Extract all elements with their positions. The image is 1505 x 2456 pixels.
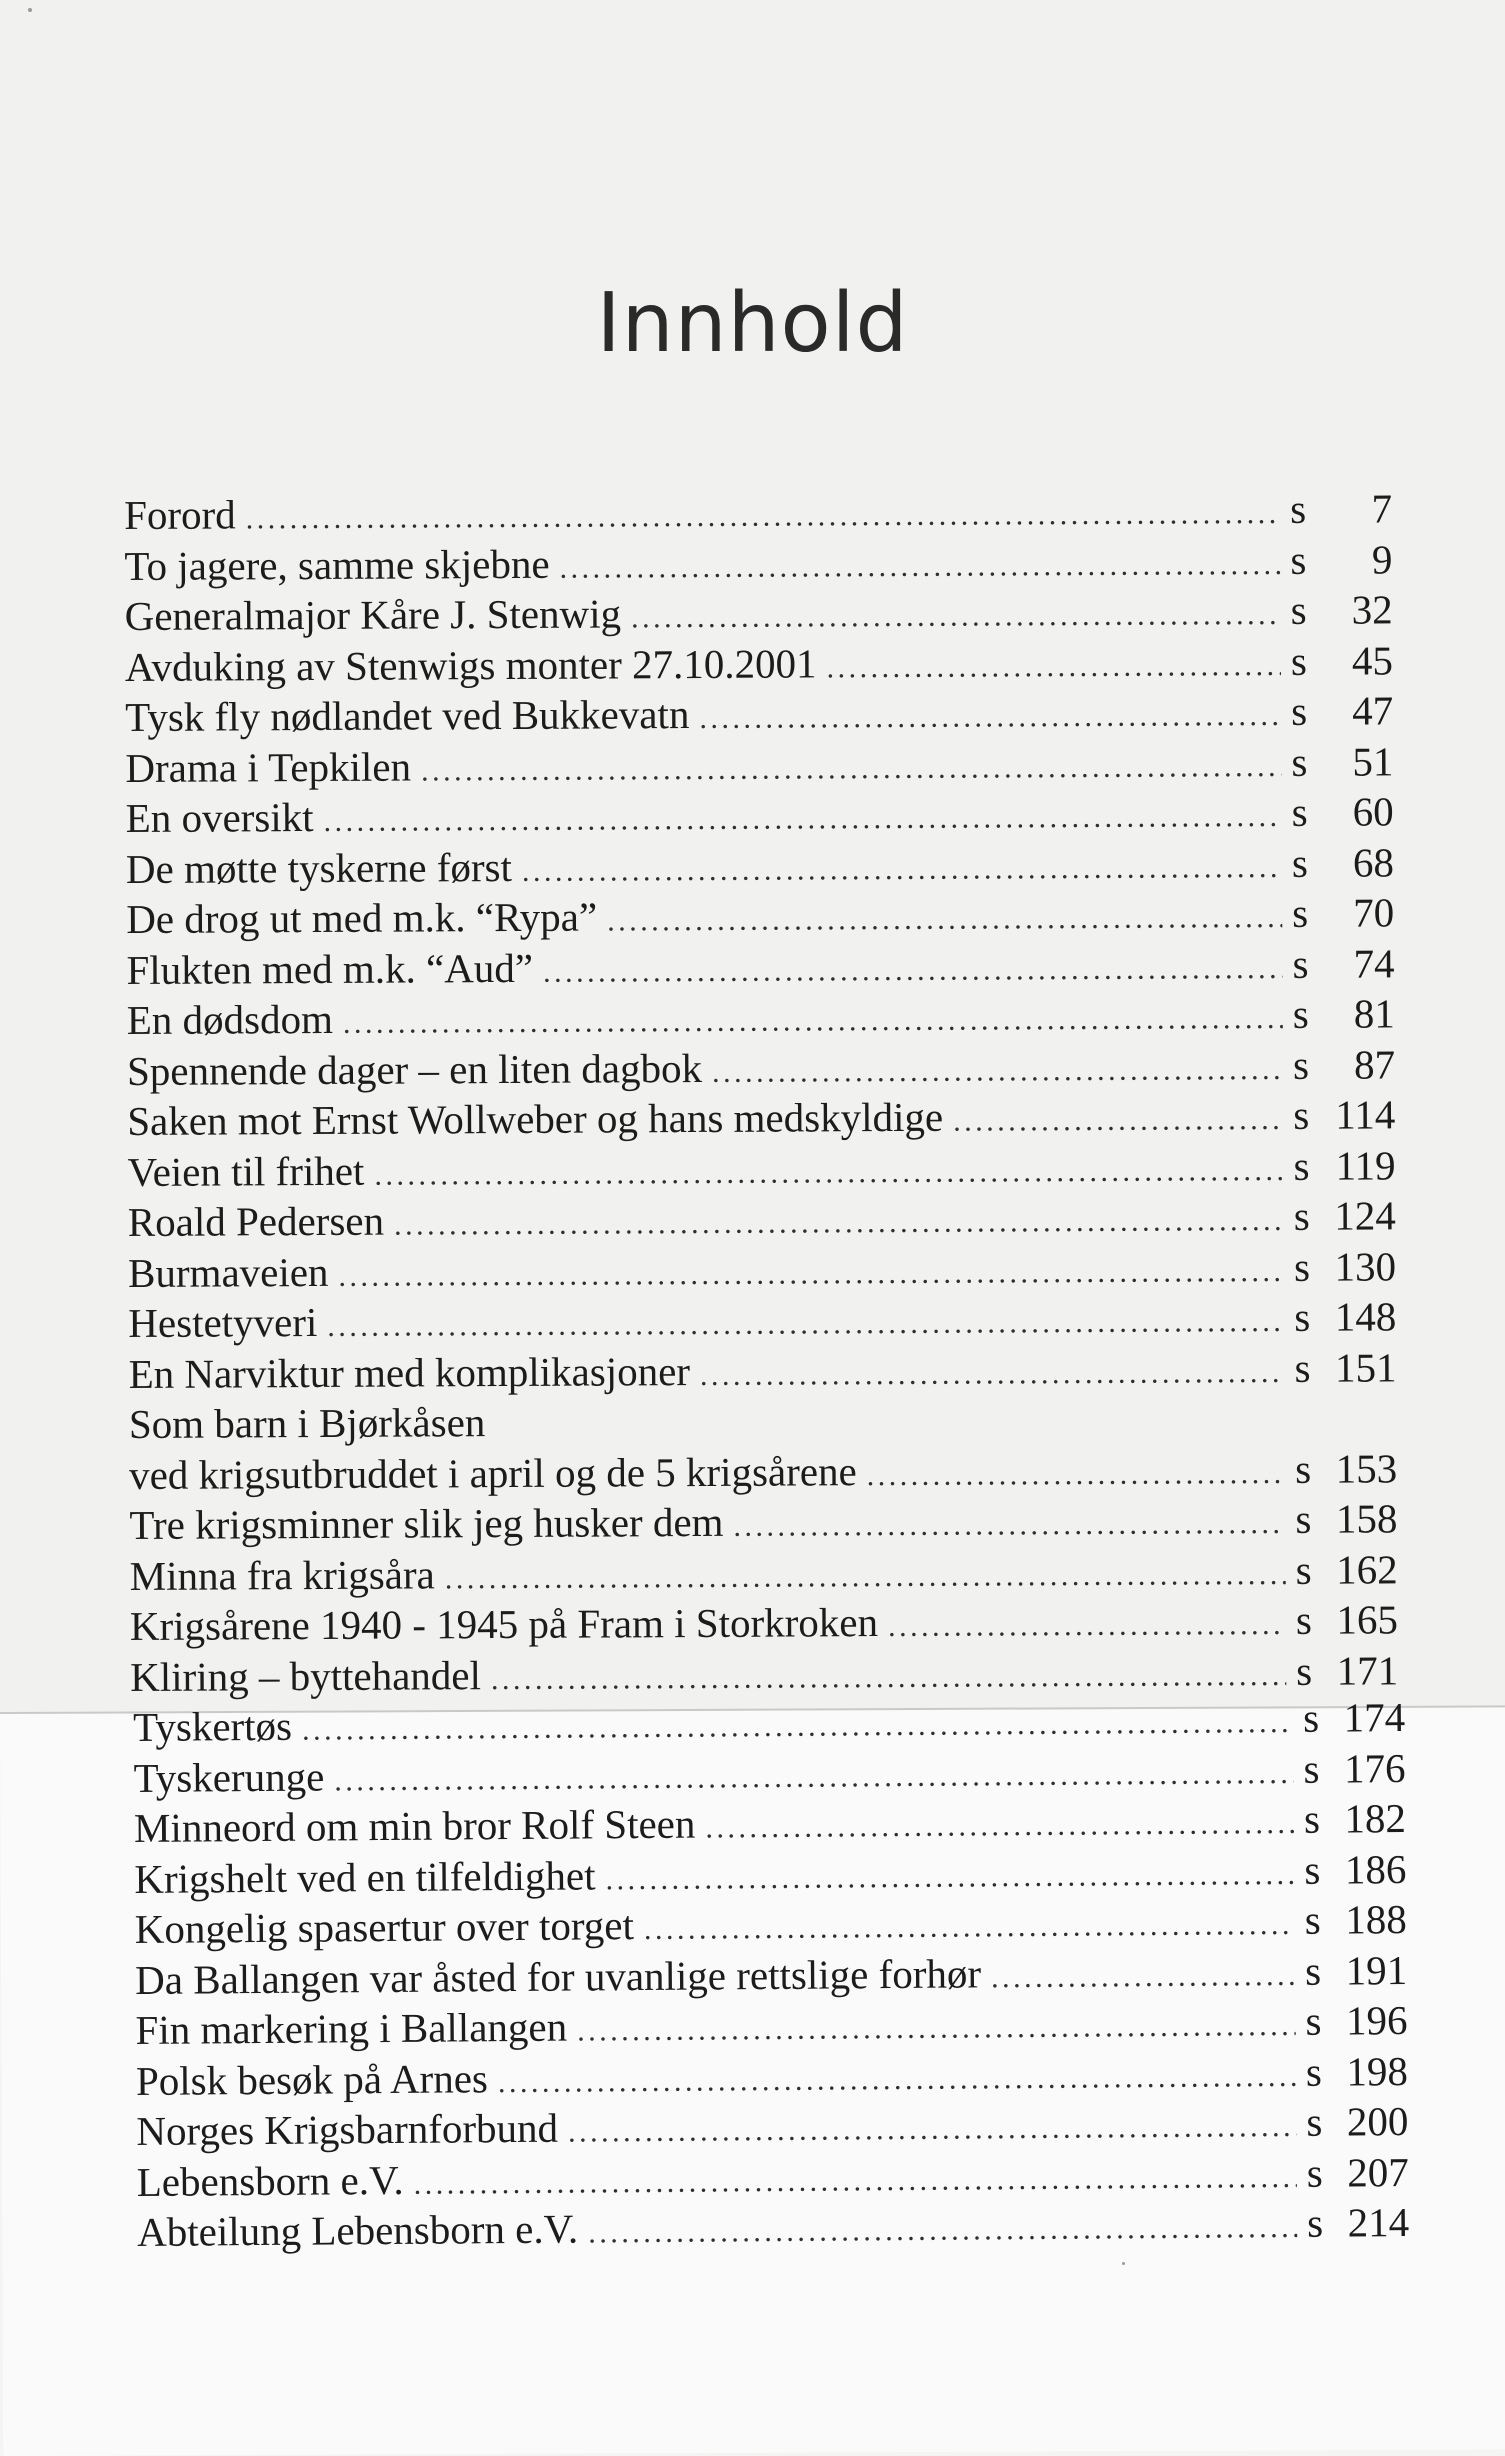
dot-leader (699, 691, 1281, 744)
toc-entry (126, 887, 1394, 944)
toc-entry (134, 1793, 1406, 1853)
toc-entry-page-number: 87 (1353, 1040, 1396, 1088)
dot-leader (953, 1095, 1283, 1147)
toc-entry-page-number: 47 (1352, 687, 1394, 734)
toc-entry (125, 584, 1393, 641)
dot-leader (631, 590, 1281, 643)
toc-entry-page-prefix: s (1291, 788, 1308, 835)
toc-entry (133, 1692, 1405, 1752)
toc-entry-page-prefix: s (1303, 1745, 1320, 1792)
toc-entry-page-number: 68 (1352, 838, 1395, 886)
dot-leader (826, 640, 1281, 692)
dot-leader (867, 1448, 1286, 1500)
toc-entry-page-number: 176 (1343, 1744, 1406, 1791)
toc-entry (128, 1342, 1396, 1399)
dot-leader (700, 1347, 1285, 1400)
toc-entry-page-number: 9 (1371, 535, 1393, 582)
toc-entry-title: Krigsårene 1940 - 1945 på Fram i Storkroken (129, 1599, 879, 1649)
toc-entry-title: Lebensborn e.V. (136, 2156, 404, 2205)
toc-entry-title: Tre krigsminner slik jeg husker dem (129, 1498, 724, 1548)
toc-entry-page-prefix: s (1305, 2048, 1323, 2095)
toc-entry-page-prefix: s (1303, 1795, 1321, 1842)
toc-entry (136, 2045, 1408, 2105)
toc-entry-page-prefix: s (1292, 889, 1309, 936)
toc-entry-page-number: 114 (1335, 1091, 1396, 1138)
toc-entry-title: De drog ut med m.k. “Rypa” (126, 893, 598, 942)
toc-entry-title: Tysk fly nødlandet ved Bukkevatn (125, 691, 690, 740)
table-of-contents-lower (133, 1692, 1409, 2257)
toc-entry-page-number: 165 (1336, 1596, 1399, 1643)
dot-leader (888, 1600, 1286, 1652)
toc-entry (127, 1039, 1395, 1096)
toc-entry-title: Generalmajor Kåre J. Stenwig (124, 590, 622, 639)
toc-entry-page-number: 188 (1345, 1896, 1407, 1943)
toc-entry-page-prefix: s (1306, 2098, 1323, 2145)
toc-entry (125, 685, 1393, 742)
toc-entry (127, 988, 1395, 1045)
toc-entry (129, 1493, 1397, 1550)
toc-entry-title: Saken mot Ernst Wollweber og hans medskyldige (127, 1093, 944, 1144)
toc-entry-page-prefix: s (1291, 839, 1309, 886)
dot-leader (413, 2152, 1297, 2209)
toc-entry-page-number: 60 (1352, 788, 1394, 835)
toc-entry-title: Hestetyveri (128, 1298, 318, 1346)
toc-entry-title: Abteilung Lebensborn e.V. (136, 2205, 579, 2255)
toc-entry-title: Kliring – byttehandel (130, 1651, 482, 1700)
toc-entry-page-prefix: s (1295, 1445, 1312, 1492)
toc-entry-page-number: 119 (1335, 1141, 1396, 1189)
dot-leader (588, 2203, 1297, 2259)
dot-leader (644, 1900, 1295, 1955)
toc-entry-page-number: 196 (1345, 1997, 1408, 2044)
toc-entry (126, 837, 1394, 894)
dot-leader (246, 489, 1281, 544)
toc-entry-page-number: 158 (1335, 1495, 1398, 1542)
toc-entry-page-number: 81 (1353, 990, 1395, 1037)
toc-entry-page-number: 174 (1343, 1694, 1406, 1741)
toc-entry (135, 1945, 1407, 2005)
toc-entry (128, 1241, 1396, 1298)
toc-entry-page-prefix: s (1305, 1997, 1322, 2044)
dot-leader (522, 842, 1282, 896)
toc-entry-title: Drama i Tepkilen (125, 743, 412, 791)
toc-entry-page-prefix: s (1304, 1896, 1321, 1943)
toc-entry-page-prefix: s (1306, 2149, 1323, 2196)
toc-entry-page-prefix: s (1290, 637, 1307, 684)
toc-entry-page-prefix: s (1296, 1647, 1313, 1694)
toc-entry-page-prefix: s (1293, 1142, 1310, 1189)
toc-entry-page-prefix: s (1294, 1293, 1311, 1340)
toc-entry-page-prefix: s (1293, 1091, 1310, 1138)
toc-entry (137, 2197, 1409, 2257)
toc-entry-page-number: 124 (1334, 1192, 1396, 1239)
dot-leader (543, 943, 1283, 997)
dot-leader (394, 1196, 1284, 1251)
toc-entry-page-number: 74 (1353, 939, 1395, 987)
toc-entry-title: De møtte tyskerne først (125, 843, 513, 892)
dot-leader (605, 1849, 1294, 1904)
dot-leader (343, 994, 1283, 1049)
dot-leader (324, 792, 1282, 847)
toc-entry (125, 736, 1393, 793)
toc-entry-page-prefix: s (1293, 1243, 1311, 1290)
page-title: Innhold (596, 276, 909, 371)
toc-entry-page-prefix: s (1306, 2199, 1324, 2246)
toc-entry-page-number: 171 (1336, 1646, 1399, 1694)
table-of-contents-upper (124, 483, 1398, 1702)
toc-entry-page-number: 70 (1353, 889, 1395, 936)
toc-entry-title: Som barn i Bjørkåsen (128, 1399, 486, 1447)
toc-entry (136, 2096, 1408, 2156)
toc-entry-page-prefix: s (1289, 485, 1307, 532)
toc-entry (125, 635, 1393, 692)
toc-entry (127, 1140, 1395, 1197)
toc-entry-page-prefix: s (1291, 687, 1308, 734)
paper-speck (1122, 2262, 1125, 2265)
dot-leader (302, 1698, 1294, 1756)
dot-leader (607, 893, 1282, 947)
toc-entry-page-prefix: s (1295, 1495, 1312, 1542)
toc-entry-title: Avduking av Stenwigs monter 27.10.2001 (124, 639, 817, 690)
toc-entry-page-number: 45 (1351, 636, 1394, 684)
toc-entry (129, 1443, 1397, 1500)
dot-leader (327, 1297, 1284, 1352)
toc-entry-page-number: 207 (1347, 2148, 1409, 2195)
dot-leader (568, 2102, 1297, 2158)
toc-entry (130, 1544, 1398, 1601)
toc-entry-title: Flukten med m.k. “Aud” (126, 944, 534, 993)
toc-entry-page-prefix: s (1304, 1947, 1322, 1994)
toc-entry-page-prefix: s (1295, 1596, 1313, 1643)
toc-entry (128, 1190, 1396, 1247)
toc-entry-title: Krigshelt ved en tilfeldighet (134, 1851, 596, 1902)
toc-entry-title: Roald Pedersen (127, 1197, 385, 1245)
dot-leader (421, 741, 1282, 796)
dot-leader (577, 2001, 1296, 2057)
toc-entry-title: Tyskerunge (133, 1753, 325, 1801)
toc-entry (128, 1291, 1396, 1348)
toc-entry-page-prefix: s (1292, 1041, 1310, 1088)
toc-entry (126, 786, 1394, 843)
toc-entry-title: Da Ballangen var åsted for uvanlige rettslige forhør (134, 1949, 982, 2003)
toc-entry-page-prefix: s (1302, 1694, 1320, 1741)
toc-entry-page-prefix: s (1295, 1546, 1312, 1593)
toc-entry-title: En dødsdom (126, 995, 334, 1043)
toc-entry-page-number: 200 (1346, 2097, 1409, 2145)
toc-entry (126, 938, 1394, 995)
toc-entry-title: Veien til frihet (127, 1147, 365, 1195)
toc-entry-title: Minneord om min bror Rolf Steen (133, 1800, 696, 1851)
toc-entry (130, 1594, 1398, 1651)
toc-entry (134, 1844, 1406, 1904)
dot-leader (705, 1799, 1294, 1854)
toc-entry-page-prefix: s (1290, 536, 1307, 583)
toc-entry-title: Burmaveien (127, 1248, 329, 1296)
toc-entry-page-prefix: s (1290, 586, 1307, 633)
toc-entry (135, 1894, 1407, 1954)
toc-entry-title: Minna fra krigsåra (129, 1550, 435, 1599)
toc-entry-title: Forord (124, 491, 236, 538)
dot-leader (712, 1044, 1283, 1097)
toc-entry-title: Polsk besøk på Arnes (135, 2054, 489, 2104)
toc-entry-title: ved krigsutbruddet i april og de 5 krigsårene (129, 1447, 857, 1498)
dot-leader (733, 1499, 1285, 1552)
dot-leader (374, 1145, 1283, 1200)
toc-entry-page-number: 32 (1351, 586, 1393, 633)
toc-entry-page-number: 182 (1344, 1795, 1407, 1842)
toc-entry (124, 483, 1392, 540)
dot-leader (338, 1246, 1284, 1301)
dot-leader (334, 1748, 1294, 1806)
toc-entry-page-number: 186 (1344, 1845, 1407, 1892)
dot-leader (445, 1549, 1286, 1603)
toc-entry-title: En Narviktur med komplikasjoner (128, 1347, 691, 1397)
dot-leader (559, 539, 1280, 593)
toc-entry-page-number: 130 (1334, 1242, 1397, 1290)
toc-entry-page-number: 162 (1336, 1545, 1398, 1593)
toc-entry-page-prefix: s (1291, 738, 1308, 785)
toc-entry-page-number: 191 (1345, 1946, 1408, 1993)
toc-entry (129, 1392, 1397, 1449)
toc-entry-page-prefix: s (1293, 1192, 1310, 1239)
toc-entry-page-prefix: s (1294, 1344, 1311, 1391)
toc-entry-title: Spennende dager – en liten dagbok (126, 1044, 703, 1094)
toc-entry-page-number: 51 (1352, 737, 1394, 785)
dot-leader (991, 1950, 1295, 2002)
toc-entry-page-number: 151 (1334, 1343, 1397, 1391)
paper-speck (28, 8, 32, 12)
dot-leader (498, 2051, 1296, 2107)
toc-entry-title: En oversikt (125, 794, 314, 841)
toc-entry-title: Fin markering i Ballangen (135, 2003, 568, 2053)
toc-entry-page-number: 153 (1335, 1444, 1398, 1492)
toc-entry-page-prefix: s (1292, 990, 1309, 1037)
toc-entry (137, 2146, 1409, 2206)
toc-entry-page-number: 198 (1346, 2047, 1409, 2094)
toc-entry-page-prefix: s (1304, 1846, 1321, 1893)
toc-entry-page-number: 148 (1334, 1293, 1397, 1340)
toc-entry-title: Norges Krigsbarnforbund (136, 2104, 559, 2154)
toc-entry-page-number: 214 (1347, 2198, 1410, 2246)
toc-entry-page-number: 7 (1371, 485, 1393, 532)
toc-entry-title: To jagere, samme skjebne (124, 540, 550, 589)
toc-entry-page-prefix: s (1292, 940, 1309, 987)
toc-entry-title: Kongelig spasertur over torget (134, 1902, 635, 1952)
toc-entry (124, 534, 1392, 591)
toc-entry (127, 1089, 1395, 1146)
toc-entry (135, 1995, 1407, 2055)
toc-entry-title: Tyskertøs (133, 1702, 293, 1750)
